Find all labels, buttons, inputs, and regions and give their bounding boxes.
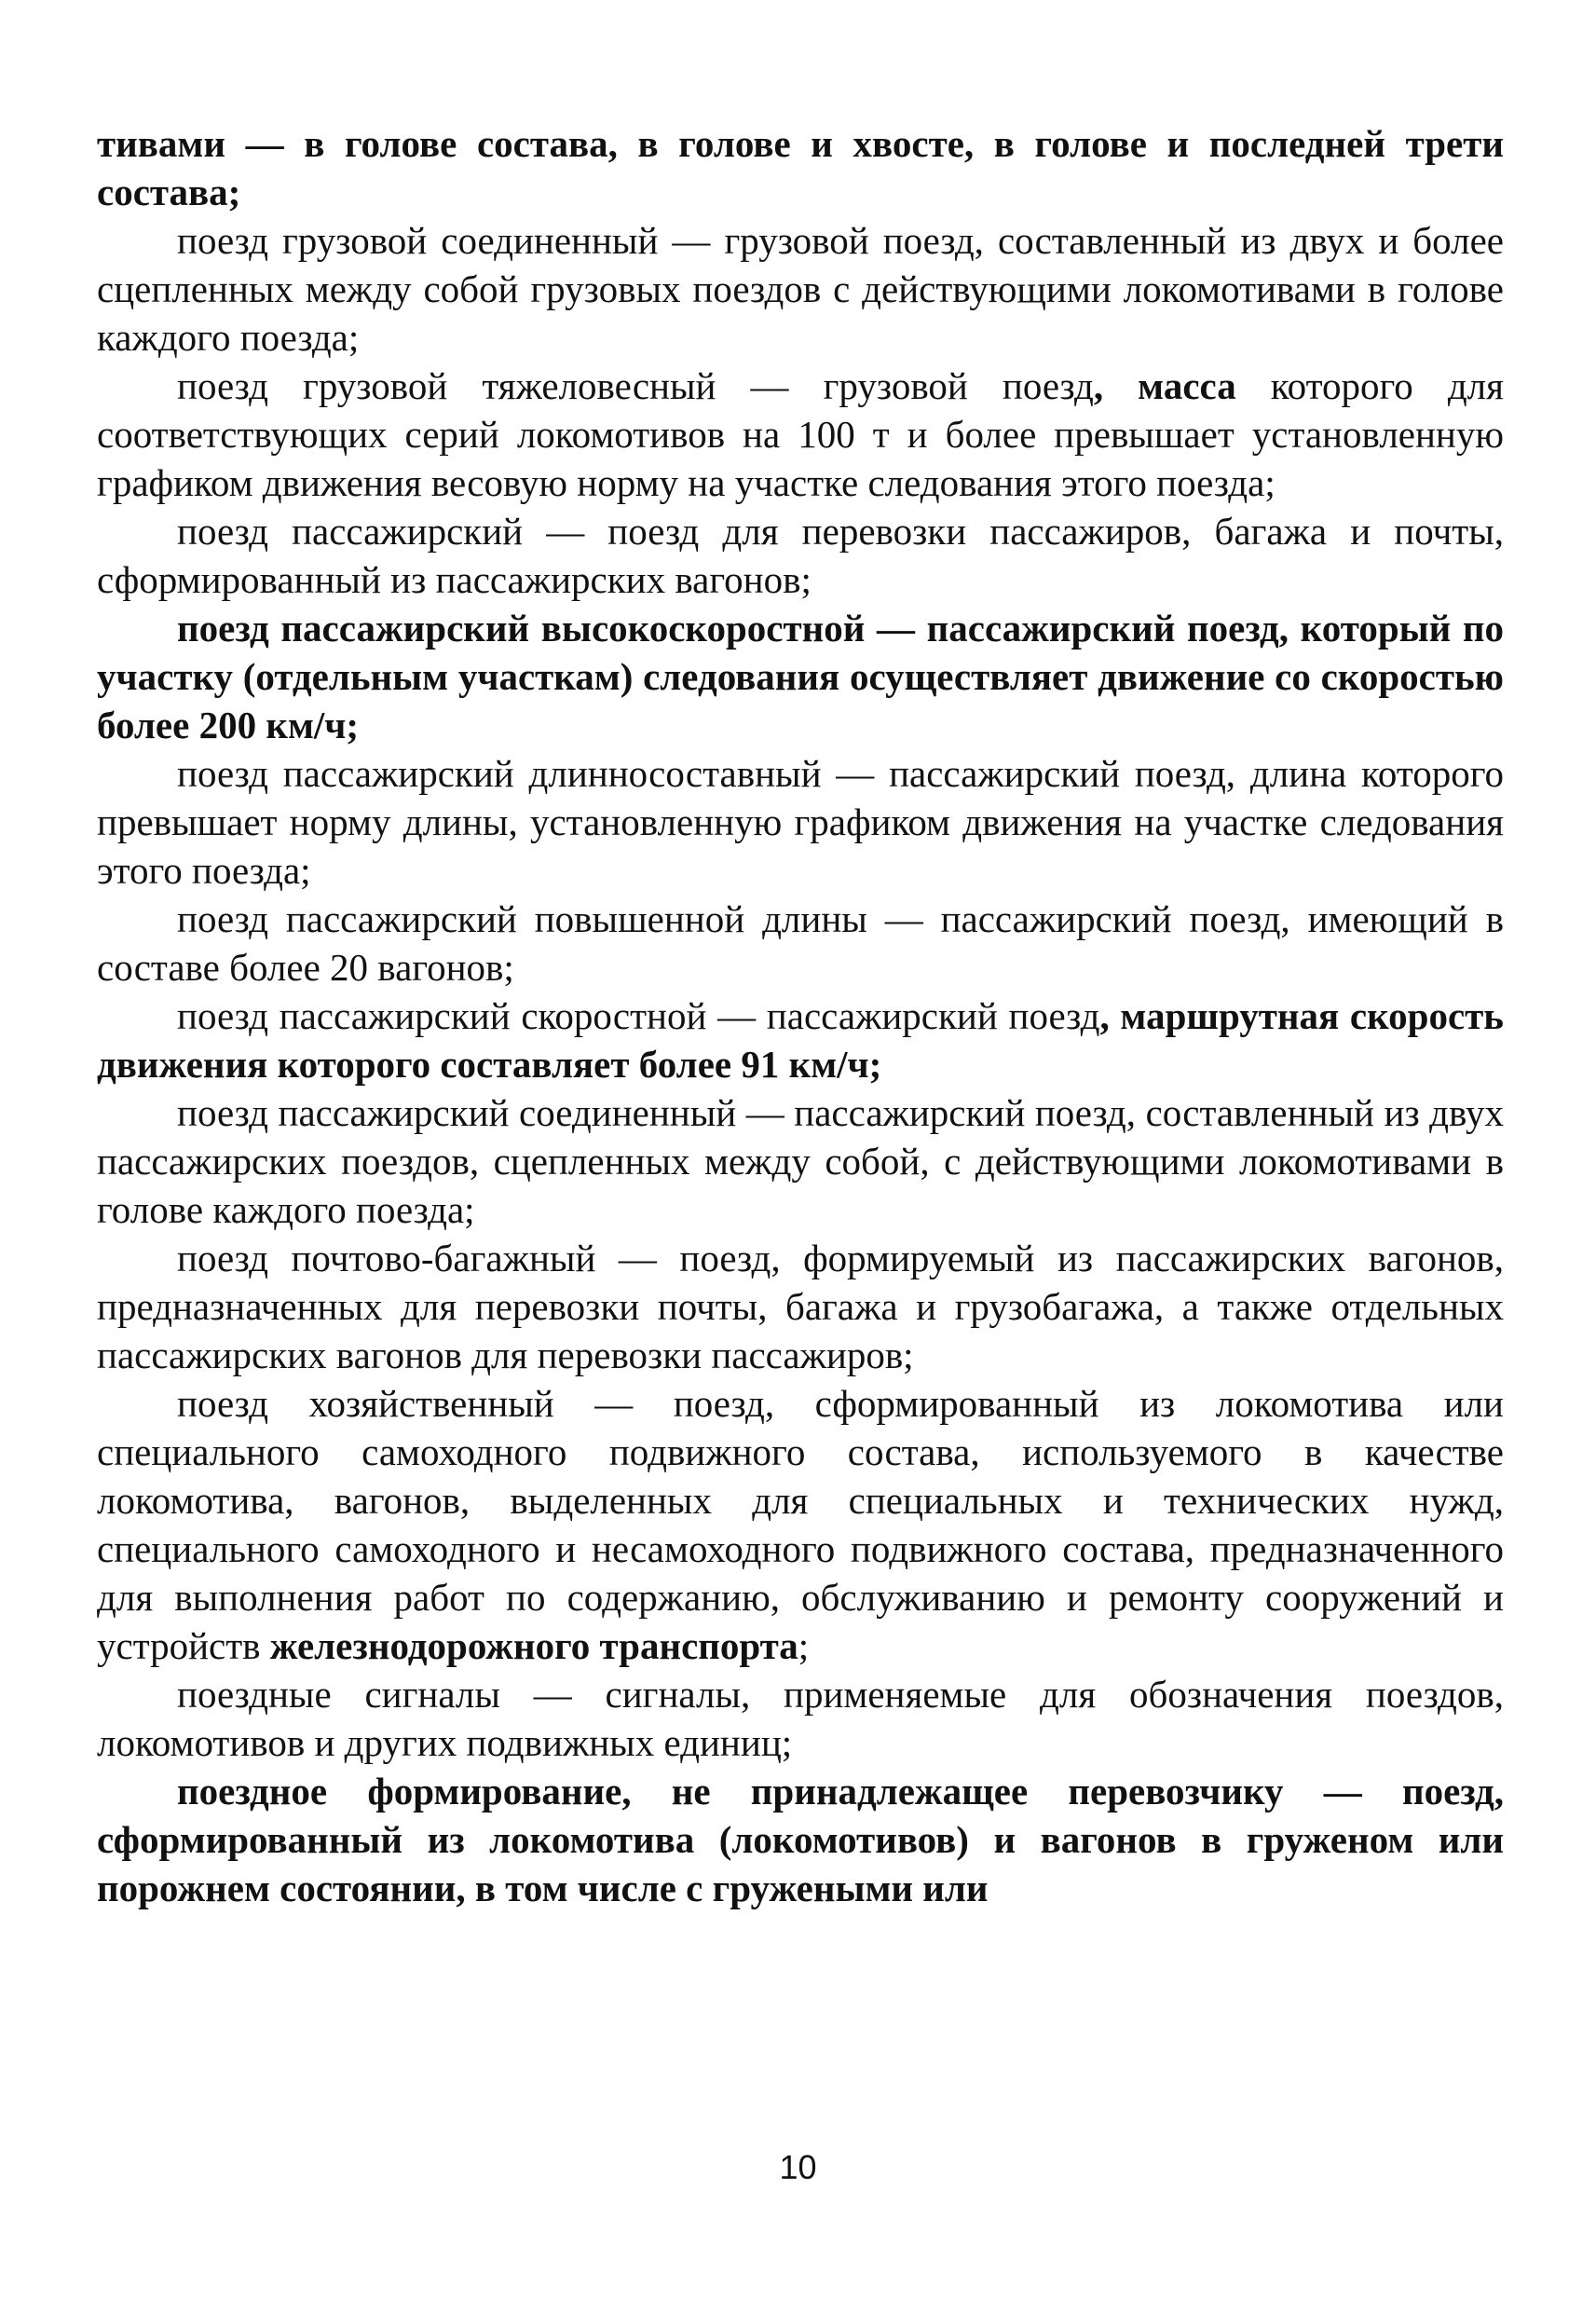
paragraph-definition (97, 1088, 1504, 1234)
text-bold: , маршрутная скорость движения которого составляет более 91 км/ч; (97, 994, 1504, 1086)
text-bold: железнодорожного транспорта (269, 1624, 798, 1667)
text-bold: поездное формирование, не принадлежащее перевозчику — поезд, сформированный из локомотива (локомотивов) и вагонов в груженом или порожнем состоянии, в том числе с гружеными или (97, 1770, 1504, 1909)
paragraph-definition (97, 1670, 1504, 1767)
text: поезд грузовой тяжеловесный — грузовой поезд (177, 364, 1094, 407)
page-number: 10 (779, 2148, 817, 2186)
paragraph-definition (97, 992, 1504, 1088)
text: поезд пассажирский соединенный — пассажирский поезд, составленный из двух пассажирских поездов, сцепленных между собой, с действующими локомотивами в голове каждого поезда; (97, 1091, 1504, 1231)
text-bold: поезд пассажирский высокоскоростной — пассажирский поезд, который по участку (отдельным участкам) следования осуществляет движение со скоростью более 200 км/ч; (97, 607, 1504, 746)
paragraph-definition (97, 507, 1504, 604)
paragraph-definition (97, 1767, 1504, 1912)
paragraph-definition (97, 749, 1504, 895)
paragraph-continuation (97, 119, 1504, 216)
text: поезд хозяйственный — поезд, сформированный из локомотива или специального самоходного подвижного состава, используемого в качестве локомотива, вагонов, выделенных для специальных и технических нужд, специального самоходного и несамоходного подвижного состава, предназначенного для выполнения работ по содержанию, обслуживанию и ремонту сооружений и устройств (97, 1382, 1504, 1667)
paragraph-definition (97, 1379, 1504, 1670)
text: поезд пассажирский длинносоставный — пассажирский поезд, длина которого превышает норму длины, установленную графиком движения на участке следования этого поезда; (97, 752, 1504, 892)
text: ; (798, 1624, 810, 1667)
text: которого для соответствующих серий локомотивов на 100 т и более превышает установленную графиком движения весовую норму на участке следования этого поезда; (97, 364, 1505, 504)
text: поезд почтово-багажный — поезд, формируемый из пассажирских вагонов, предназначенных для перевозки почты, багажа и грузобагажа, а также отдельных пассажирских вагонов для перевозки пассажиров; (97, 1237, 1504, 1376)
paragraph-definition (97, 895, 1504, 992)
text: поездные сигналы — сигналы, применяемые для обозначения поездов, локомотивов и других подвижных единиц; (97, 1673, 1504, 1764)
text: поезд пассажирский скоростной — пассажирский поезд (177, 994, 1100, 1037)
paragraph-definition (97, 604, 1504, 749)
text-bold: , масса (1093, 364, 1236, 407)
text-bold: тивами — в голове состава, в голове и хвосте, в голове и последней трети состава; (97, 122, 1504, 213)
text: поезд грузовой соединенный — грузовой поезд, составленный из двух и более сцепленных между собой грузовых поездов с действующими локомотивами в голове каждого поезда; (97, 219, 1504, 359)
text: поезд пассажирский — поезд для перевозки пассажиров, багажа и почты, сформированный из пассажирских вагонов; (97, 510, 1504, 601)
paragraph-definition (97, 362, 1504, 507)
paragraph-definition (97, 1234, 1504, 1379)
paragraph-definition (97, 216, 1504, 362)
text: поезд пассажирский повышенной длины — пассажирский поезд, имеющий в составе более 20 вагонов; (97, 897, 1504, 989)
page-text (97, 119, 1504, 1912)
